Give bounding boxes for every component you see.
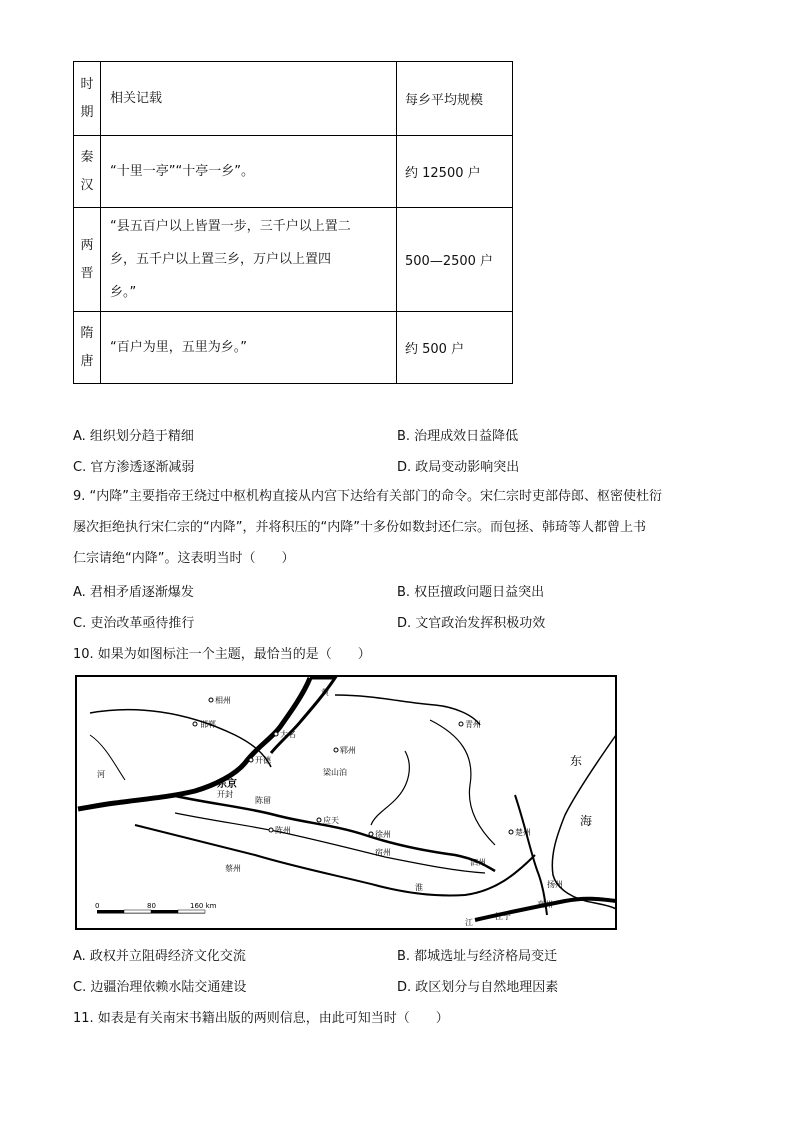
river-label: 河 — [97, 770, 105, 779]
q10-option-d[interactable]: D. 政区划分与自然地理因素 — [397, 980, 559, 995]
q11-stem: 11. 如表是有关南宋书籍出版的两则信息，由此可知当时（ ） — [73, 1011, 449, 1026]
q10-option-a[interactable]: A. 政权并立阻碍经济文化交流 — [73, 949, 246, 964]
city-label: 泗州 — [470, 858, 486, 867]
city-label: 开德 — [255, 756, 271, 765]
city-label: 宿州 — [375, 848, 391, 857]
city-label: 开封 — [217, 790, 233, 799]
city-dot — [509, 830, 513, 834]
city-label: 大名 — [280, 730, 296, 739]
river-label: 江 — [465, 918, 473, 927]
q9-option-d[interactable]: D. 文官政治发挥积极功效 — [397, 616, 546, 631]
q10-option-c[interactable]: C. 边疆治理依赖水陆交通建设 — [73, 980, 247, 995]
city-label: 梁山泊 — [323, 768, 347, 777]
q10-stem: 10. 如果为如图标注一个主题，最恰当的是（ ） — [73, 647, 371, 662]
header-record: 相关记载 — [101, 62, 397, 136]
city-dot — [317, 818, 321, 822]
city-label: 东京 — [217, 779, 237, 790]
city-dot — [269, 828, 273, 832]
city-label: 陈留 — [255, 796, 271, 805]
city-label: 江宁 — [495, 912, 511, 921]
svg-text:160 km: 160 km — [190, 902, 217, 910]
svg-text:80: 80 — [147, 902, 156, 910]
q9-stem: 9. “内降”主要指帝王绕过中枢机构直接从内宫下达给有关部门的命令。宋仁宗时吏部侍郎、枢密使杜衍 屡次拒绝执行宋仁宗的“内降”，并将积压的“内降”十多份如数封还仁宗。而包拯、韩琦等人都曾上书 仁宗请绝“内降”。这表明当时（ ） — [73, 489, 663, 566]
q9-option-a[interactable]: A. 君相矛盾逐渐爆发 — [73, 585, 194, 600]
city-label: 陈州 — [275, 826, 291, 835]
svg-text:0: 0 — [95, 902, 100, 910]
q8-option-c[interactable]: C. 官方渗透逐渐减弱 — [73, 460, 195, 475]
header-scale: 每乡平均规模 — [397, 62, 513, 136]
city-label: 应天 — [323, 816, 339, 825]
city-label: 青州 — [465, 720, 481, 729]
city-label: 蔡州 — [225, 864, 241, 873]
river-label: 淮 — [415, 883, 423, 892]
city-dot — [209, 698, 213, 702]
q8-option-a[interactable]: A. 组织划分趋于精细 — [73, 429, 194, 444]
table-header-row — [74, 62, 513, 136]
q10-option-b[interactable]: B. 都城选址与经济格局变迁 — [397, 949, 558, 964]
sea-label: 海 — [580, 814, 593, 828]
q9-option-b[interactable]: B. 权臣擅政问题日益突出 — [397, 585, 545, 600]
table-row: 两 晋 “县五百户以上皆置一步，三千户以上置二 乡，五千户以上置三乡，万户以上置四 乡。” 500—2500 户 — [74, 208, 513, 312]
q8-option-d[interactable]: D. 政局变动影响突出 — [397, 460, 520, 475]
sea-label: 东 — [570, 754, 583, 768]
city-dot — [459, 722, 463, 726]
song-canal-map — [75, 675, 617, 930]
city-dot — [249, 758, 253, 762]
city-dot — [274, 732, 278, 736]
table-row: 隋 唐 “百户为里，五里为乡。” 约 500 户 — [74, 312, 513, 384]
city-label: 相州 — [215, 696, 231, 705]
q8-option-b[interactable]: B. 治理成效日益降低 — [397, 429, 519, 444]
history-table — [73, 61, 513, 384]
city-label: 邯郸 — [200, 720, 216, 729]
city-label: 楚州 — [515, 828, 531, 837]
city-dot — [193, 722, 197, 726]
river-label: 黄 — [321, 688, 329, 697]
header-period: 时 期 — [74, 62, 101, 136]
city-label: 扬州 — [547, 880, 563, 889]
city-label: 真州 — [537, 900, 553, 909]
table-row: 秦 汉 “十里一亭”“十亭一乡”。 约 12500 户 — [74, 136, 513, 208]
city-dot — [334, 748, 338, 752]
city-dot — [369, 832, 373, 836]
map-frame — [76, 676, 616, 929]
q9-option-c[interactable]: C. 吏治改革亟待推行 — [73, 616, 195, 631]
city-label: 郓州 — [340, 746, 356, 755]
city-label: 徐州 — [375, 830, 391, 839]
